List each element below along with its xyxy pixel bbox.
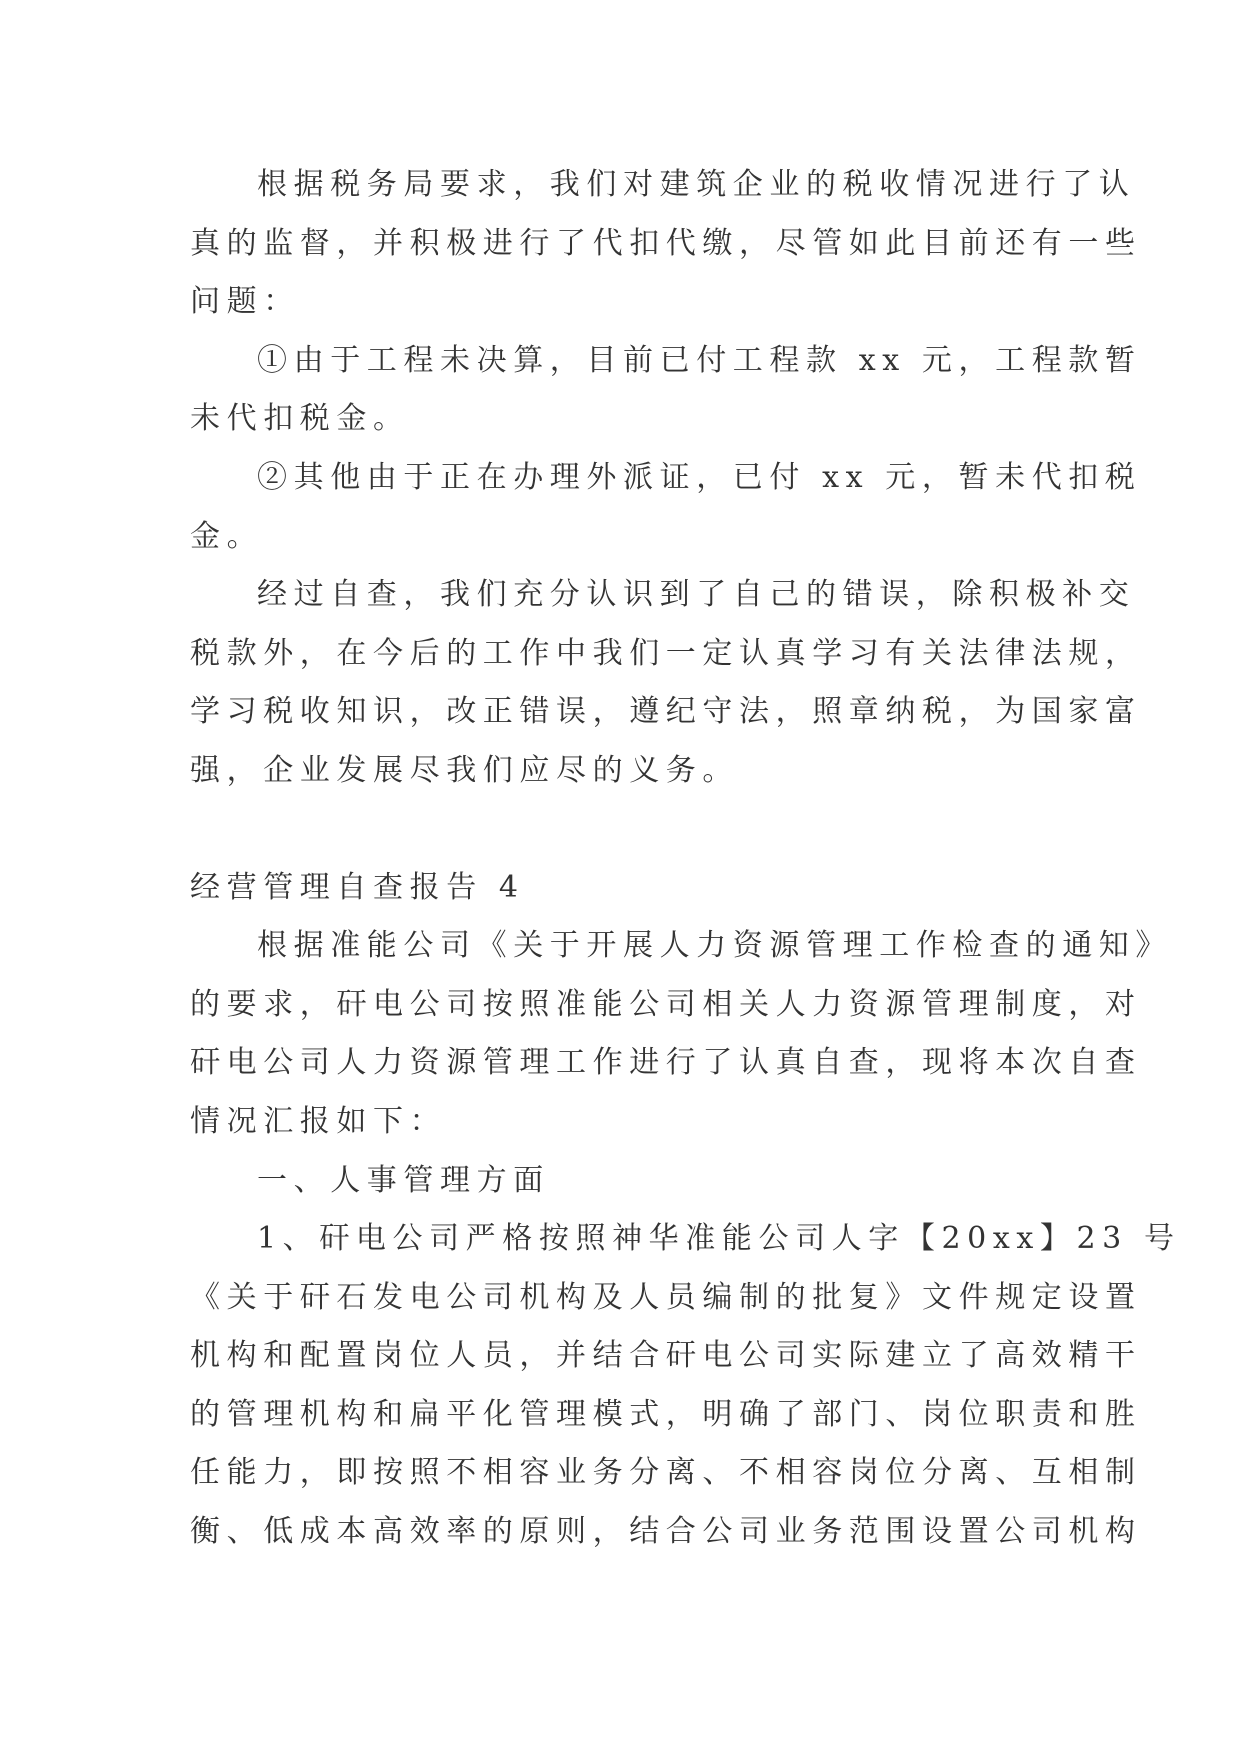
- paragraph-personnel-item-1: [190, 1210, 1181, 1562]
- section-spacer: [190, 801, 1052, 859]
- text-line: ②其他由于正在办理外派证，已付 xx 元，暂未代扣税: [257, 459, 1142, 495]
- paragraph-issue-2: [190, 449, 1142, 566]
- text-line: 任能力，即按照不相容业务分离、不相容岗位分离、互相制: [190, 1455, 1142, 1491]
- text-line: 矸电公司人力资源管理工作进行了认真自查，现将本次自查: [190, 1045, 1142, 1081]
- paragraph-tax-requirement: [190, 156, 1142, 332]
- document-body: [190, 156, 1181, 1562]
- text-line: 根据税务局要求，我们对建筑企业的税收情况进行了认: [257, 167, 1136, 202]
- paragraph-issue-1: [190, 332, 1142, 449]
- section-heading: 经营管理自查报告 4: [190, 869, 525, 905]
- text-line: 未代扣税金。: [190, 401, 410, 437]
- text-line: 《关于矸石发电公司机构及人员编制的批复》文件规定设置: [190, 1279, 1142, 1315]
- text-line: 金。: [190, 518, 264, 554]
- text-line: 情况汇报如下：: [190, 1103, 447, 1139]
- text-line: 真的监督，并积极进行了代扣代缴，尽管如此目前还有一些: [190, 225, 1142, 261]
- paragraph-inspection-intro: [190, 917, 1172, 1151]
- text-line: 的要求，矸电公司按照准能公司相关人力资源管理制度，对: [190, 986, 1142, 1022]
- text-line: 强，企业发展尽我们应尽的义务。: [190, 752, 739, 788]
- subheading-personnel-management: 一、人事管理方面: [257, 1162, 550, 1198]
- text-line: 问题：: [190, 284, 300, 320]
- text-line: ①由于工程未决算，目前已付工程款 xx 元，工程款暂: [257, 342, 1142, 378]
- text-line: 衡、低成本高效率的原则，结合公司业务范围设置公司机构: [190, 1514, 1142, 1550]
- text-line: 税款外，在今后的工作中我们一定认真学习有关法律法规，: [190, 635, 1142, 671]
- text-line: 1、矸电公司严格按照神华准能公司人字【20xx】23 号: [257, 1221, 1181, 1257]
- text-line: 根据准能公司《关于开展人力资源管理工作检查的通知》: [257, 928, 1172, 964]
- text-line: 的管理机构和扁平化管理模式，明确了部门、岗位职责和胜: [190, 1396, 1142, 1432]
- text-line: 学习税收知识，改正错误，遵纪守法，照章纳税，为国家富: [190, 694, 1142, 730]
- text-line: 机构和配置岗位人员，并结合矸电公司实际建立了高效精干: [190, 1338, 1142, 1374]
- text-line: 经过自查，我们充分认识到了自己的错误，除积极补交: [257, 577, 1136, 613]
- paragraph-self-check-conclusion: [190, 566, 1142, 800]
